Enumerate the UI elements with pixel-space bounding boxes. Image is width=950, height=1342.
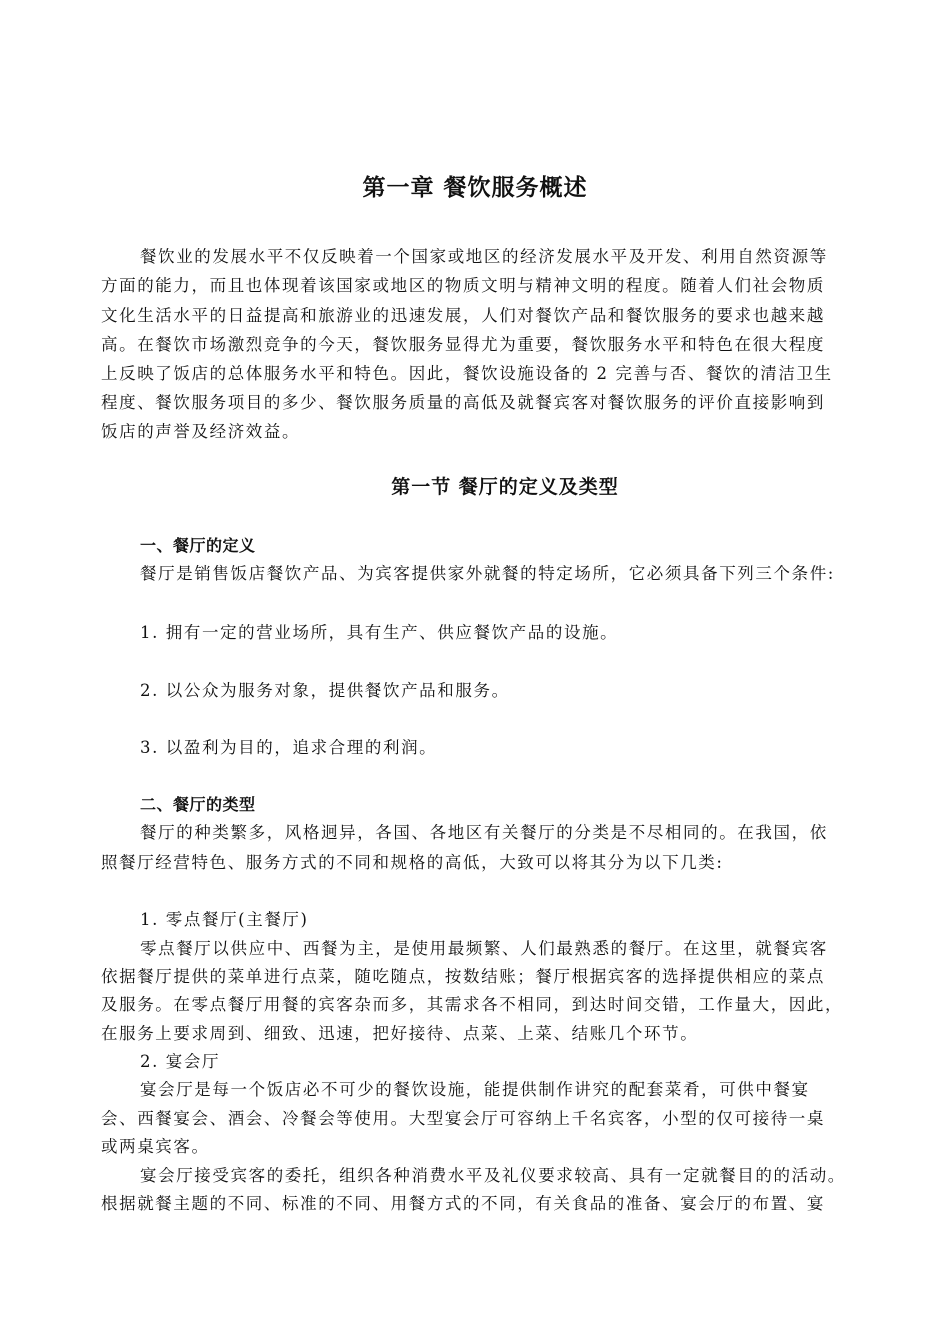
condition-item: 1. 拥有一定的营业场所，具有生产、供应餐饮产品的设施。 [140, 623, 619, 642]
type-item-title: 2. 宴会厅 [140, 1052, 221, 1071]
type-item-line: 根据就餐主题的不同、标准的不同、用餐方式的不同，有关食品的准备、宴会厅的布置、宴 [101, 1194, 825, 1213]
intro-line: 程度、餐饮服务项目的多少、餐饮服务质量的高低及就餐宾客对餐饮服务的评价直接影响到 [101, 393, 825, 412]
intro-line: 方面的能力，而且也体现着该国家或地区的物质文明与精神文明的程度。随着人们社会物质 [101, 276, 825, 295]
types-intro-line: 照餐厅经营特色、服务方式的不同和规格的高低，大致可以将其分为以下几类: [101, 853, 724, 872]
type-item-line: 及服务。在零点餐厅用餐的宾客杂而多，其需求各不相同，到达时间交错，工作量大，因此， [101, 995, 844, 1014]
definition-text: 餐厅是销售饭店餐饮产品、为宾客提供家外就餐的特定场所，它必须具备下列三个条件: [140, 564, 835, 583]
intro-line: 餐饮业的发展水平不仅反映着一个国家或地区的经济发展水平及开发、利用自然资源等 [140, 247, 828, 266]
type-item-line: 在服务上要求周到、细致、迅速，把好接待、点菜、上菜、结账几个环节。 [101, 1024, 699, 1043]
intro-line: 高。在餐饮市场激烈竞争的今天，餐饮服务显得尤为重要，餐饮服务水平和特色在很大程度 [101, 335, 825, 354]
intro-line: 上反映了饭店的总体服务水平和特色。因此，餐饮设施设备的 2 完善与否、餐饮的清洁卫生 [101, 364, 833, 383]
type-item-title: 1. 零点餐厅(主餐厅) [140, 910, 309, 929]
type-item-line: 或两桌宾客。 [101, 1137, 210, 1156]
condition-item: 3. 以盈利为目的，追求合理的利润。 [140, 738, 438, 757]
type-item-line: 零点餐厅以供应中、西餐为主，是使用最频繁、人们最熟悉的餐厅。在这里，就餐宾客 [140, 939, 828, 958]
type-item-line: 宴会厅是每一个饭店必不可少的餐饮设施，能提供制作讲究的配套菜肴，可供中餐宴 [140, 1080, 810, 1099]
definition-heading: 一、餐厅的定义 [140, 536, 256, 555]
type-item-line: 依据餐厅提供的菜单进行点菜，随吃随点，按数结账；餐厅根据宾客的选择提供相应的菜点 [101, 967, 825, 986]
types-heading: 二、餐厅的类型 [140, 795, 256, 814]
type-item-line: 会、西餐宴会、酒会、冷餐会等使用。大型宴会厅可容纳上千名宾客，小型的仅可接待一桌 [101, 1109, 825, 1128]
types-intro-line: 餐厅的种类繁多，风格迥异，各国、各地区有关餐厅的分类是不尽相同的。在我国，依 [140, 823, 828, 842]
type-item-line: 宴会厅接受宾客的委托，组织各种消费水平及礼仪要求较高、具有一定就餐目的的活动。 [140, 1166, 846, 1185]
intro-line: 文化生活水平的日益提高和旅游业的迅速发展，人们对餐饮产品和餐饮服务的要求也越来越 [101, 306, 825, 325]
section-title: 第一节 餐厅的定义及类型 [391, 476, 619, 498]
chapter-title: 第一章 餐饮服务概述 [362, 174, 588, 201]
condition-item: 2. 以公众为服务对象，提供餐饮产品和服务。 [140, 681, 510, 700]
intro-line: 饭店的声誉及经济效益。 [101, 422, 301, 441]
